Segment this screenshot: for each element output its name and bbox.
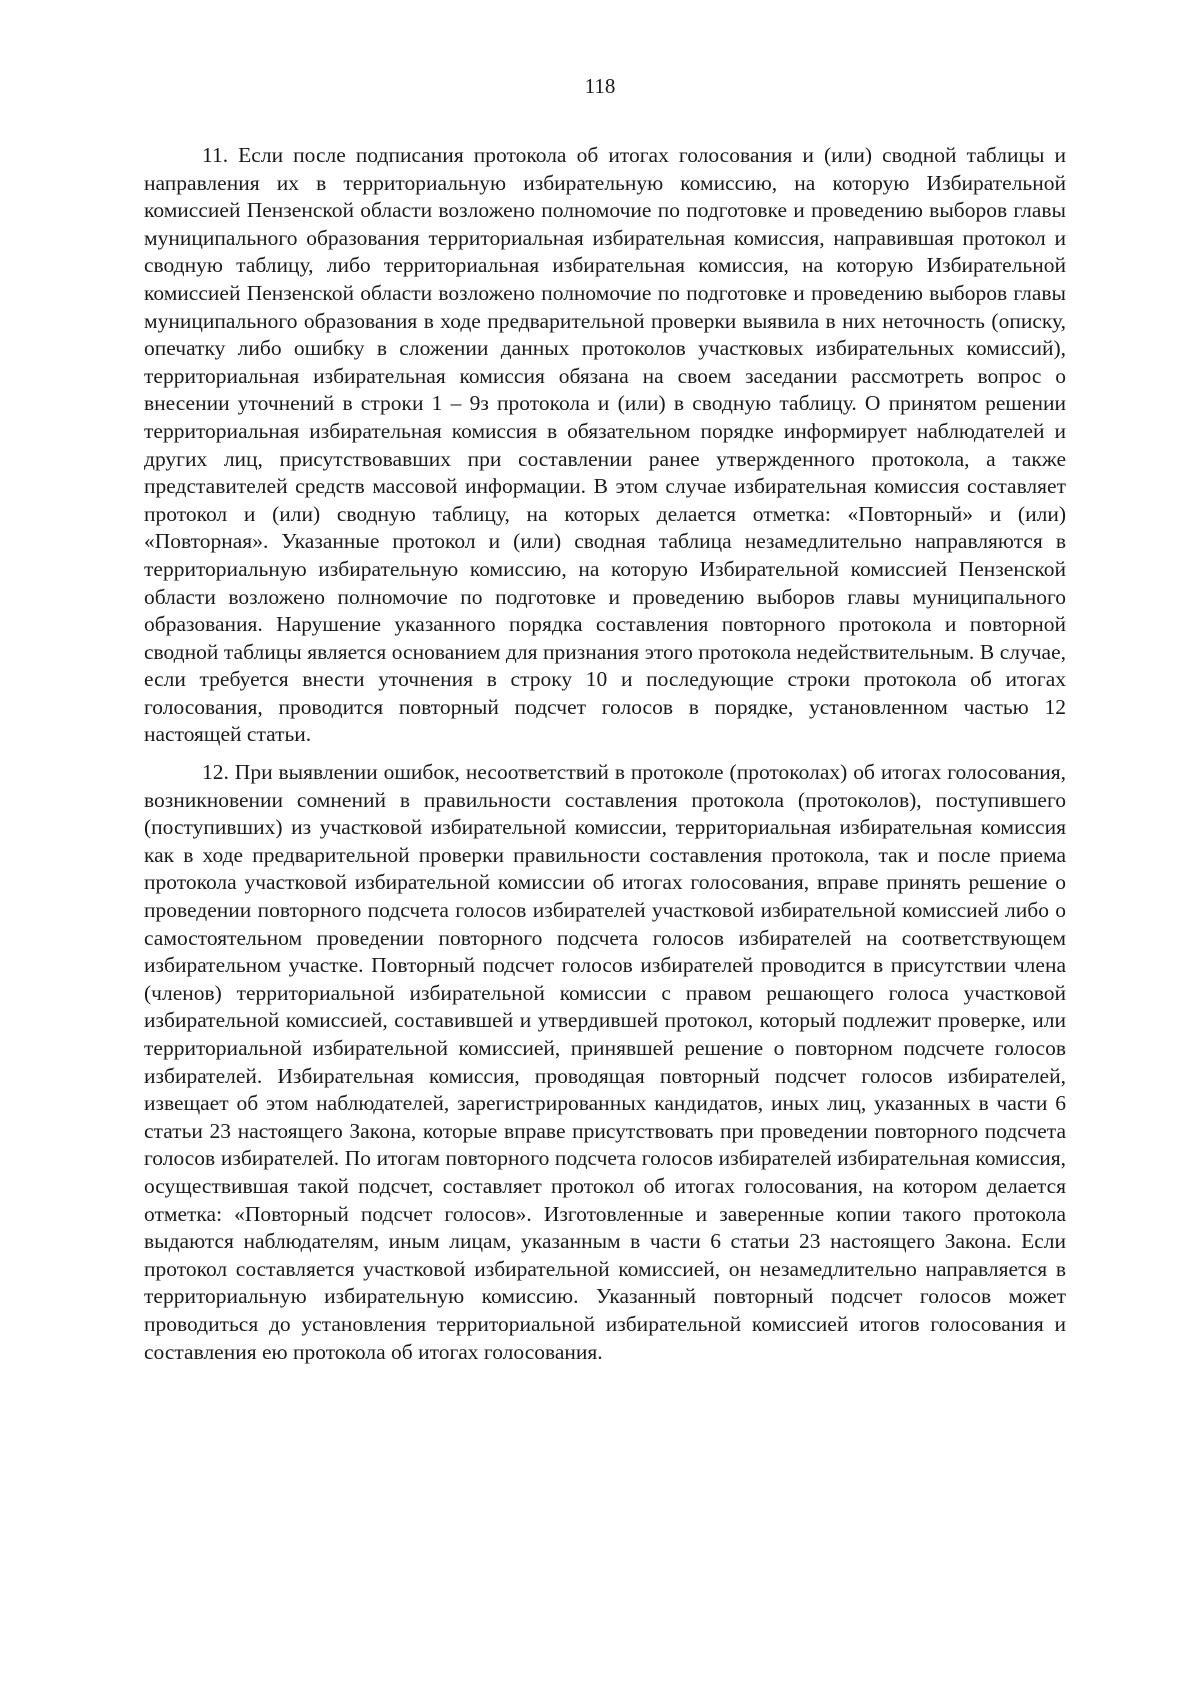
paragraph-12: 12. При выявлении ошибок, несоответствий в протоколе (протоколах) об итогах голосования, возникновении сомнений в правильности составления протокола (протоколов), поступившего (поступивших) из участковой избирательной комиссии, территориальная избирательная комиссия как в ходе предварительной проверки правильности составления протокола, так и после приема протокола участковой избирательной комиссии об итогах голосования, вправе принять решение о проведении повторного подсчета голосов избирателей участковой избирательной комиссией либо о самостоятельном проведении повторного подсчета голосов избирателей на соответствующем избирательном участке. Повторный подсчет голосов избирателей проводится в присутствии члена (членов) территориальной избирательной комиссии с правом решающего голоса участковой избирательной комиссией, составившей и утвердившей протокол, который подлежит проверке, или территориальной избирательной комиссией, принявшей решение о повторном подсчете голосов избирателей. Избирательная комиссия, проводящая повторный подсчет голосов избирателей, извещает об этом наблюдателей, зарегистрированных кандидатов, иных лиц, указанных в части 6 статьи 23 настоящего Закона, которые вправе присутствовать при проведении повторного подсчета голосов избирателей. По итогам повторного подсчета голосов избирателей избирательная комиссия, осуществившая такой подсчет, составляет протокол об итогах голосования, на котором делается отметка: «Повторный подсчет голосов». Изготовленные и заверенные копии такого протокола выдаются наблюдателям, иным лицам, указанным в части 6 статьи 23 настоящего Закона. Если протокол составляется участковой избирательной комиссией, он незамедлительно направляется в территориальную избирательную комиссию. Указанный повторный подсчет голосов может проводиться до установления территориальной избирательной комиссией итогов голосования и составления ею протокола об итогах голосования. bbox=[144, 760, 1066, 1364]
page-number: 118 bbox=[584, 74, 616, 98]
paragraph-11: 11. Если после подписания протокола об итогах голосования и (или) сводной таблицы и направления их в территориальную избирательную комиссию, на которую Избирательной комиссией Пензенской области возложено полномочие по подготовке и проведению выборов главы муниципального образования территориальная избирательная комиссия, направившая протокол и сводную таблицу, либо территориальная избирательная комиссия, на которую Избирательной комиссией Пензенской области возложено полномочие по подготовке и проведению выборов главы муниципального образования в ходе предварительной проверки выявила в них неточность (описку, опечатку либо ошибку в сложении данных протоколов участковых избирательных комиссий), территориальная избирательная комиссия обязана на своем заседании рассмотреть вопрос о внесении уточнений в строки 1 – 9з протокола и (или) в сводную таблицу. О принятом решении территориальная избирательная комиссия в обязательном порядке информирует наблюдателей и других лиц, присутствовавших при составлении ранее утвержденного протокола, а также представителей средств массовой информации. В этом случае избирательная комиссия составляет протокол и (или) сводную таблицу, на которых делается отметка: «Повторный» и (или) «Повторная». Указанные протокол и (или) сводная таблица незамедлительно направляются в территориальную избирательную комиссию, на которую Избирательной комиссией Пензенской области возложено полномочие по подготовке и проведению выборов главы муниципального образования. Нарушение указанного порядка составления повторного протокола и повторной сводной таблицы является основанием для признания этого протокола недействительным. В случае, если требуется внести уточнения в строку 10 и последующие строки протокола об итогах голосования, проводится повторный подсчет голосов в порядке, установленном частью 12 настоящей статьи. bbox=[144, 143, 1066, 747]
document-body bbox=[144, 142, 1066, 1376]
